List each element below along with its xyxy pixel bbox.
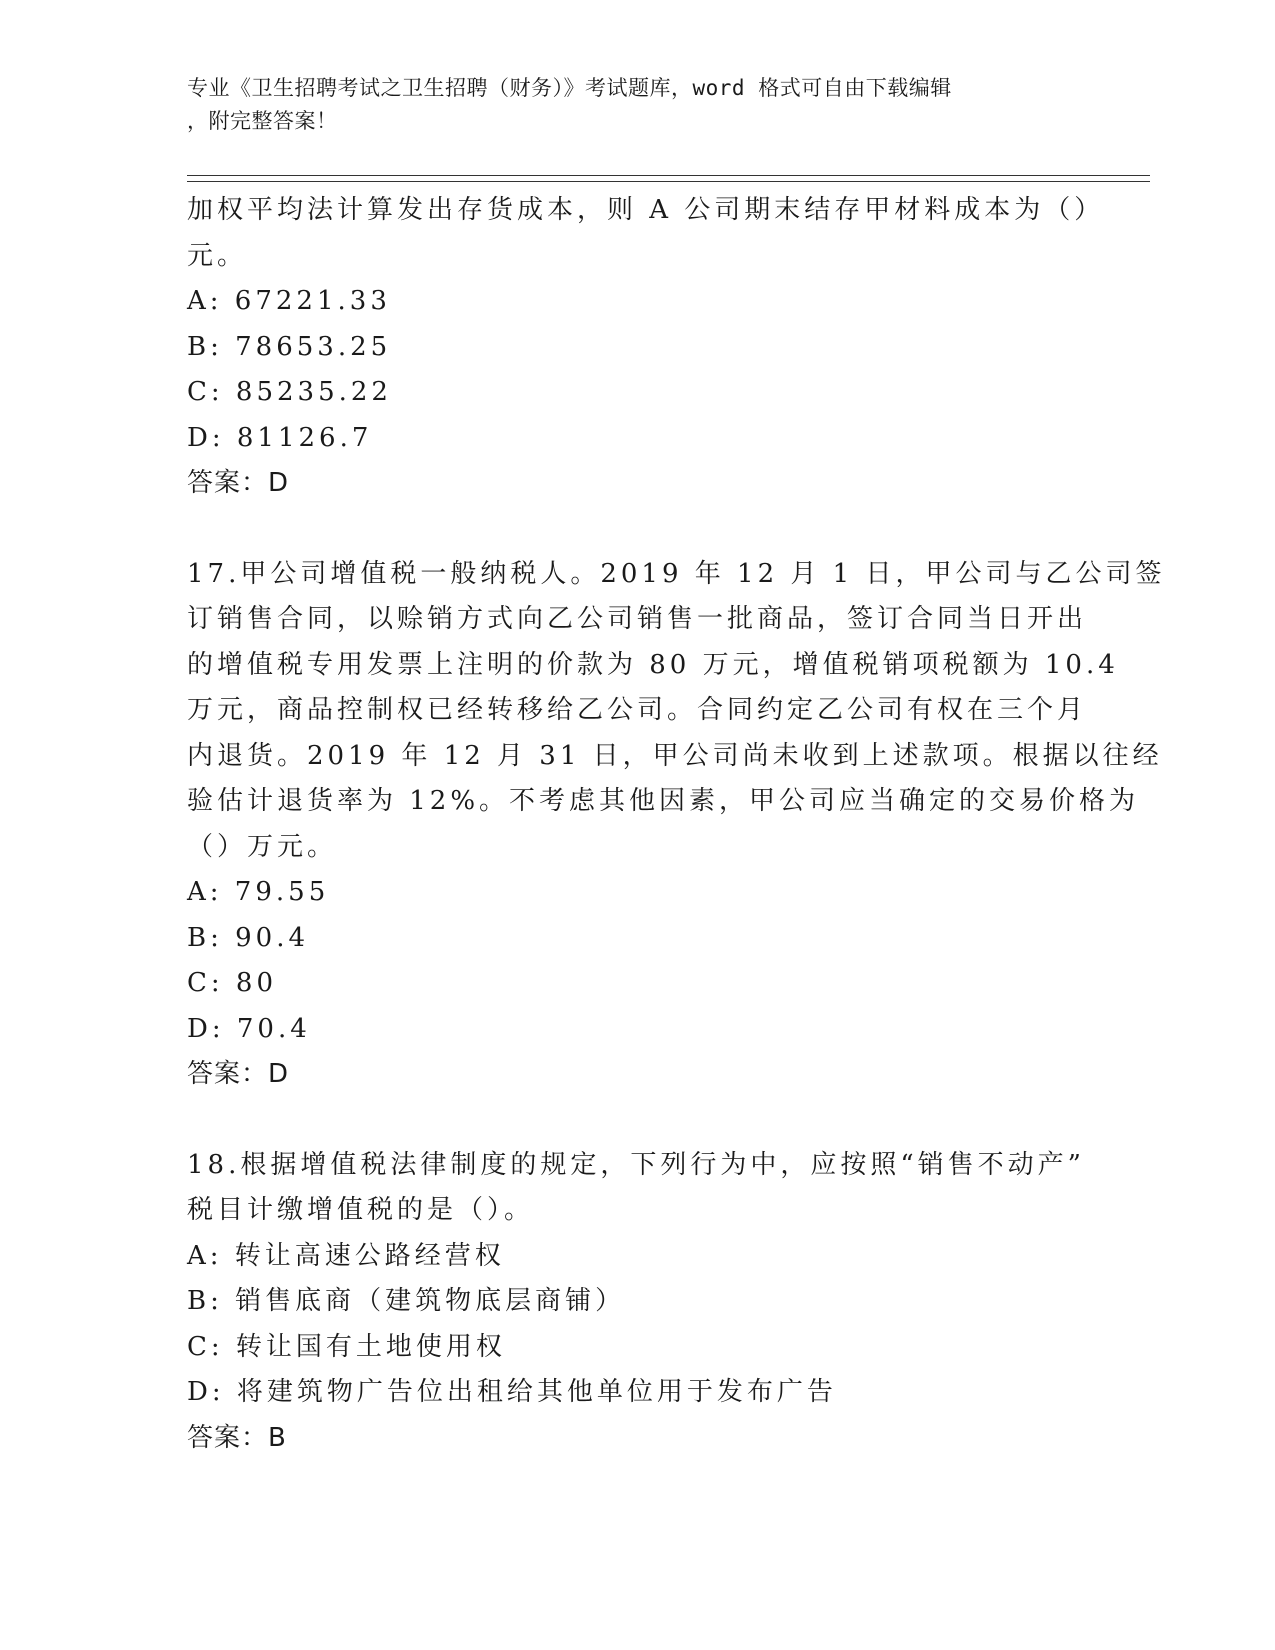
question-18 — [187, 1143, 1087, 1462]
question-16-text-line: 加权平均法计算发出存货成本，则 A 公司期末结存甲材料成本为（） — [187, 195, 1105, 225]
question-16-answer: 答案：D — [187, 468, 290, 498]
spacer — [187, 1098, 1087, 1143]
question-16-option-c: C: 85235.22 — [187, 377, 392, 407]
header-rule-top — [187, 175, 1150, 176]
question-17-text-line: 验估计退货率为 12%。不考虑其他因素，甲公司应当确定的交易价格为 — [187, 786, 1140, 816]
question-18-text-line: 18.根据增值税法律制度的规定，下列行为中，应按照“销售不动产” — [187, 1149, 1085, 1180]
question-17-option-b: B: 90.4 — [187, 922, 310, 953]
question-17-text-line: 内退货。2019 年 12 月 31 日，甲公司尚未收到上述款项。根据以往经 — [187, 740, 1163, 771]
question-16-option-a: A: 67221.33 — [187, 286, 391, 316]
question-17-answer: 答案：D — [187, 1059, 290, 1089]
spacer — [187, 507, 1087, 552]
document-header — [187, 72, 1067, 138]
question-18-answer: 答案：B — [187, 1422, 287, 1453]
question-17-text-line: 17.甲公司增值税一般纳税人。2019 年 12 月 1 日，甲公司与乙公司签 — [187, 558, 1166, 589]
question-16 — [187, 188, 1105, 507]
question-18-option-a: A: 转让高速公路经营权 — [187, 1240, 505, 1271]
document-body — [187, 188, 1166, 1461]
question-18-text-line: 税目计缴增值税的是（）。 — [187, 1195, 535, 1225]
question-17-option-c: C: 80 — [187, 968, 278, 998]
question-16-option-b: B: 78653.25 — [187, 331, 392, 362]
question-17-text-line: 的增值税专用发票上注明的价款为 80 万元，增值税销项税额为 10.4 — [187, 649, 1119, 680]
question-18-option-c: C: 转让国有土地使用权 — [187, 1331, 506, 1362]
question-17-text-line: 万元，商品控制权已经转移给乙公司。合同约定乙公司有权在三个月 — [187, 695, 1088, 725]
question-18-option-d: D: 将建筑物广告位出租给其他单位用于发布广告 — [187, 1377, 837, 1407]
header-line-1: 专业《卫生招聘考试之卫生招聘（财务）》考试题库，word 格式可自由下载编辑 — [187, 76, 952, 100]
question-16-text-line: 元。 — [187, 240, 248, 271]
question-17-option-d: D: 70.4 — [187, 1013, 311, 1044]
question-18-option-b: B: 销售底商（建筑物底层商铺） — [187, 1286, 626, 1316]
question-17 — [187, 552, 1166, 1098]
question-17-option-a: A: 79.55 — [187, 877, 330, 907]
question-16-option-d: D: 81126.7 — [187, 422, 373, 453]
header-rule-bottom — [187, 181, 1150, 182]
question-17-text-line: 订销售合同，以赊销方式向乙公司销售一批商品，签订合同当日开出 — [187, 604, 1088, 634]
header-line-2: ，附完整答案！ — [187, 109, 338, 133]
question-17-text-line: （）万元。 — [187, 831, 338, 862]
